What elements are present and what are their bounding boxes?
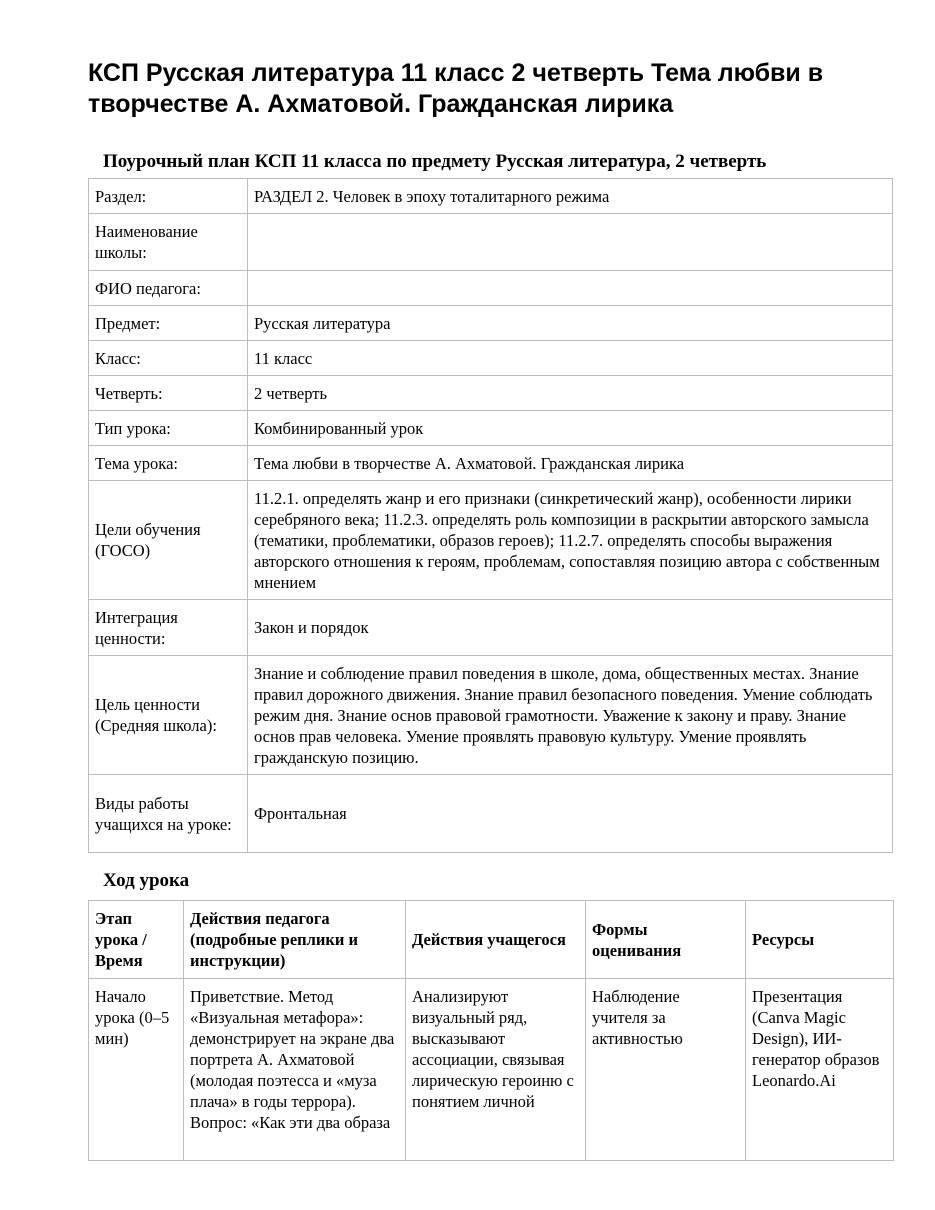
column-header-resources: Ресурсы xyxy=(746,901,894,979)
table-row xyxy=(89,271,893,306)
assessment-cell: Наблюдение учителя за активностью xyxy=(586,979,746,1161)
document-title: КСП Русская литература 11 класс 2 четверть Тема любви в творчестве А. Ахматовой. Гражданская лирика xyxy=(88,59,824,118)
teacher-actions-cell: Приветствие. Метод «Визуальная метафора»: демонстрирует на экране два портрета А. Ахматовой (молодая поэтесса и «муза плача» в годы террора). Вопрос: «Как эти два образа xyxy=(184,979,406,1161)
resources-cell: Презентация (Canva Magic Design), ИИ-генератор образов Leonardo.Ai xyxy=(746,979,894,1161)
row-value: 11.2.1. определять жанр и его признаки (синкретический жанр), особенности лирики серебряного века; 11.2.3. определять роль композиции в раскрытии авторского замысла (тематики, проблематики, образов героев); 11.2.7. определять способы выражения авторского отношения к героям, проблемам, сопоставляя позицию автора с собственным мнением xyxy=(248,481,893,600)
table-row xyxy=(89,411,893,446)
row-value: Знание и соблюдение правил поведения в школе, дома, общественных местах. Знание правил дорожного движения. Знание правил безопасного поведения. Умение соблюдать режим дня. Знание основ правовой грамотности. Уважение к закону и праву. Знание основ прав человека. Умение проявлять правовую культуру. Умение проявлять гражданскую позицию. xyxy=(248,656,893,775)
row-value: Тема любви в творчестве А. Ахматовой. Гражданская лирика xyxy=(248,446,893,481)
table-row xyxy=(89,306,893,341)
row-label: Класс: xyxy=(89,341,248,376)
student-actions-cell: Анализируют визуальный ряд, высказывают ассоциации, связывая лирическую героиню с понятием личной xyxy=(406,979,586,1161)
row-value: РАЗДЕЛ 2. Человек в эпоху тоталитарного режима xyxy=(248,179,893,214)
table-row xyxy=(89,214,893,271)
row-label: ФИО педагога: xyxy=(89,271,248,306)
row-label: Тема урока: xyxy=(89,446,248,481)
row-label: Наименование школы: xyxy=(89,214,248,271)
row-label: Цель ценности (Средняя школа): xyxy=(89,656,248,775)
column-header-assessment: Формы оценивания xyxy=(586,901,746,979)
row-value xyxy=(248,271,893,306)
column-header-teacher-actions: Действия педагога (подробные реплики и инструкции) xyxy=(184,901,406,979)
column-header-student-actions: Действия учащегося xyxy=(406,901,586,979)
lesson-flow-heading: Ход урока xyxy=(103,870,190,891)
row-label: Цели обучения (ГОСО) xyxy=(89,481,248,600)
row-label: Предмет: xyxy=(89,306,248,341)
table-row xyxy=(89,656,893,775)
row-value: Комбинированный урок xyxy=(248,411,893,446)
lesson-flow-table xyxy=(88,900,894,1161)
table-row xyxy=(89,600,893,656)
row-value xyxy=(248,214,893,271)
plan-subtitle: Поурочный план КСП 11 класса по предмету Русская литература, 2 четверть xyxy=(103,151,767,172)
lesson-info-table xyxy=(88,178,893,853)
row-value: Закон и порядок xyxy=(248,600,893,656)
row-value: Фронтальная xyxy=(248,775,893,853)
table-row xyxy=(89,376,893,411)
row-value: Русская литература xyxy=(248,306,893,341)
column-header-stage: Этап урока / Время xyxy=(89,901,184,979)
table-row xyxy=(89,179,893,214)
table-header-row xyxy=(89,901,894,979)
row-value: 11 класс xyxy=(248,341,893,376)
table-row xyxy=(89,979,894,1161)
row-label: Виды работы учащихся на уроке: xyxy=(89,775,248,853)
row-label: Четверть: xyxy=(89,376,248,411)
document-page xyxy=(88,58,893,1161)
table-row xyxy=(89,341,893,376)
table-row xyxy=(89,446,893,481)
stage-cell: Начало урока (0–5 мин) xyxy=(89,979,184,1161)
row-label: Интеграция ценности: xyxy=(89,600,248,656)
table-row xyxy=(89,775,893,853)
row-label: Тип урока: xyxy=(89,411,248,446)
table-row xyxy=(89,481,893,600)
row-value: 2 четверть xyxy=(248,376,893,411)
row-label: Раздел: xyxy=(89,179,248,214)
